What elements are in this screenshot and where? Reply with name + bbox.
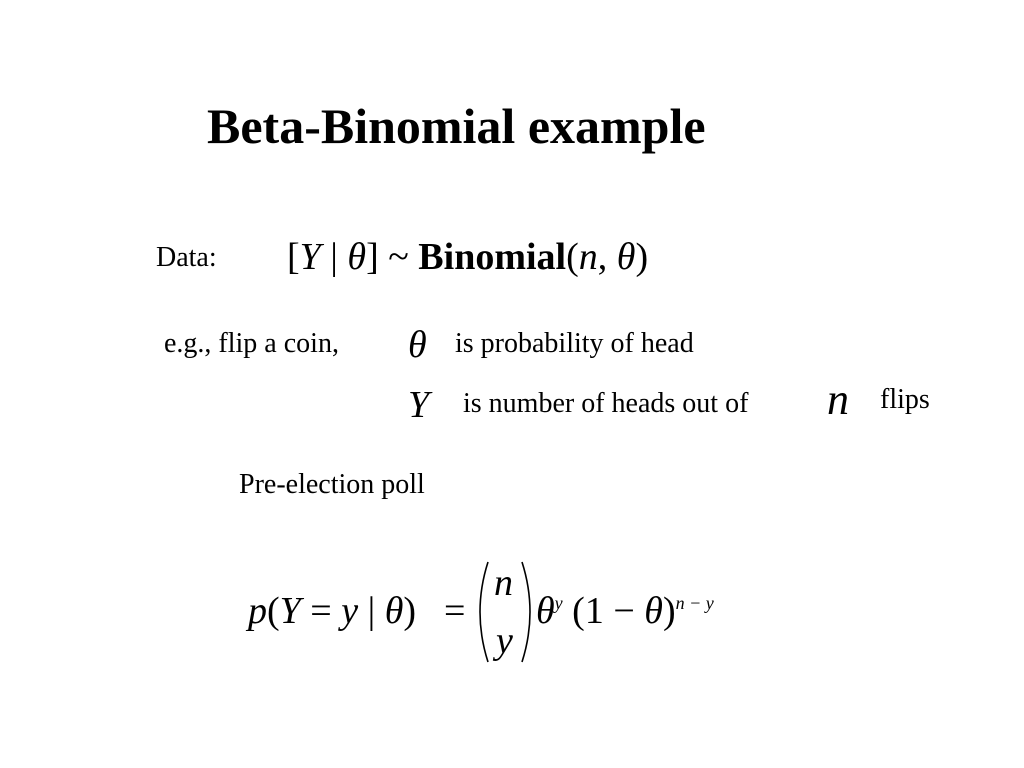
model-Y: Y [299, 236, 321, 278]
model-bar: | [320, 236, 348, 278]
n-symbol: n [827, 375, 849, 424]
data-label: Data: [156, 242, 217, 273]
slide-title: Beta-Binomial example [207, 98, 706, 154]
pmf-y: y [341, 590, 359, 632]
pmf-rhs-theta: θ [536, 590, 555, 632]
binom-left-paren [480, 562, 488, 662]
pmf-one-open: (1 [572, 590, 604, 632]
model-theta: θ [347, 236, 367, 278]
pmf-Y: Y [279, 590, 301, 632]
pmf-open: ( [267, 590, 280, 632]
pmf-theta: θ [384, 590, 404, 632]
pmf-exp-y: y [554, 593, 563, 613]
theta-symbol: θ [408, 324, 427, 366]
binom-bottom-y: y [496, 620, 513, 662]
pmf-bar: | [358, 590, 385, 632]
example-prefix: e.g., flip a coin, [164, 328, 339, 359]
pmf-eq-inner: = [300, 590, 342, 632]
model-close-paren: ) [635, 236, 649, 278]
binom-top-n: n [494, 562, 513, 604]
model-n: n [578, 236, 598, 278]
pmf-minus: − [603, 590, 645, 632]
pmf-lhs [248, 592, 416, 630]
model-open-paren: ( [566, 236, 579, 278]
model-comma: , [597, 236, 617, 278]
model-lbracket: [ [287, 236, 300, 278]
pmf-equals: = [444, 590, 466, 632]
model-rbracket-tilde: ] ~ [366, 236, 419, 278]
pmf-theta-inner: θ [644, 590, 663, 632]
pmf-close: ) [403, 590, 417, 632]
flips-label: flips [880, 384, 930, 415]
pmf-p: p [248, 590, 267, 632]
pmf-one-close: ) [662, 590, 676, 632]
binomial-model-formula [287, 238, 648, 276]
Y-symbol: Y [408, 384, 430, 426]
model-dist-name: Binomial [418, 236, 567, 278]
poll-label: Pre-election poll [239, 469, 425, 500]
pmf-exp-ny: n − y [675, 593, 714, 613]
pmf-rhs [536, 592, 714, 630]
binom-right-paren [522, 562, 530, 662]
theta-description: is probability of head [455, 328, 694, 359]
model-theta2: θ [616, 236, 636, 278]
Y-description: is number of heads out of [463, 388, 749, 419]
